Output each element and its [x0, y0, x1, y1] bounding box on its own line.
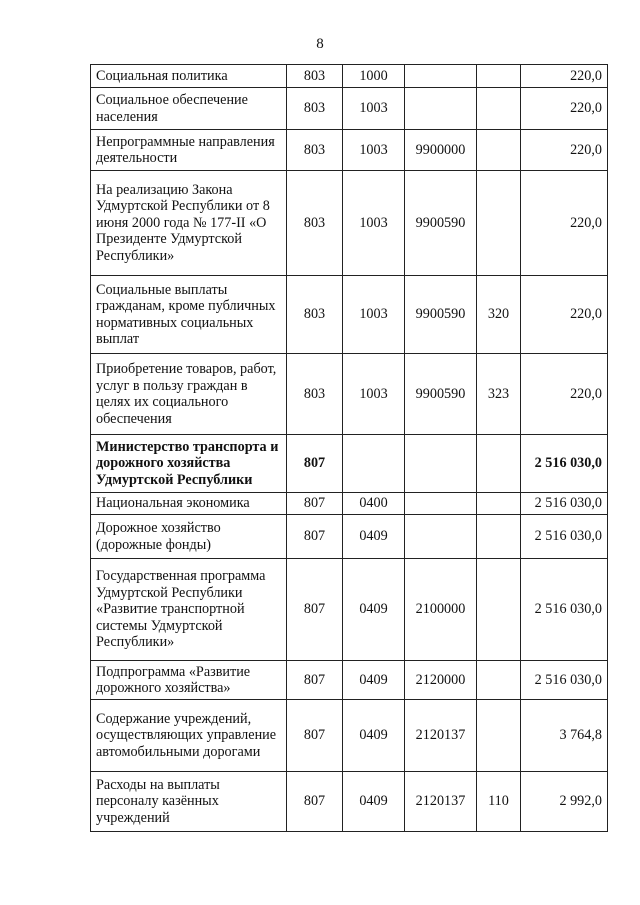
row-name: Национальная экономика — [91, 493, 287, 515]
table-row — [91, 130, 608, 171]
row-expense-type: 323 — [477, 354, 521, 435]
table-row — [91, 65, 608, 88]
row-article: 2120137 — [405, 700, 477, 772]
row-section: 1003 — [343, 130, 405, 171]
row-ministry: 807 — [287, 700, 343, 772]
table-row — [91, 700, 608, 772]
row-name: Расходы на выплаты персоналу казённых учреждений — [91, 772, 287, 832]
row-section: 0409 — [343, 559, 405, 661]
row-expense-type — [477, 700, 521, 772]
row-ministry: 803 — [287, 88, 343, 130]
row-section: 1003 — [343, 171, 405, 276]
row-ministry: 803 — [287, 130, 343, 171]
table-row — [91, 276, 608, 354]
row-amount: 220,0 — [521, 88, 608, 130]
row-name: Министерство транспорта и дорожного хозяйства Удмуртской Республики — [91, 435, 287, 493]
row-ministry: 803 — [287, 354, 343, 435]
row-expense-type — [477, 493, 521, 515]
row-amount: 220,0 — [521, 276, 608, 354]
row-article — [405, 65, 477, 88]
table-row — [91, 515, 608, 559]
row-expense-type — [477, 65, 521, 88]
row-ministry: 807 — [287, 493, 343, 515]
row-section: 0409 — [343, 661, 405, 700]
row-name: Приобретение товаров, работ, услуг в пользу граждан в целях их социального обеспечения — [91, 354, 287, 435]
row-expense-type — [477, 435, 521, 493]
row-amount: 220,0 — [521, 65, 608, 88]
table-row — [91, 435, 608, 493]
row-amount: 2 516 030,0 — [521, 559, 608, 661]
row-article — [405, 88, 477, 130]
table-row — [91, 493, 608, 515]
row-name: Государственная программа Удмуртской Республики «Развитие транспортной системы Удмуртской Республики» — [91, 559, 287, 661]
row-amount: 2 516 030,0 — [521, 493, 608, 515]
row-article — [405, 493, 477, 515]
row-name: Социальные выплаты гражданам, кроме публичных нормативных социальных выплат — [91, 276, 287, 354]
row-amount: 2 516 030,0 — [521, 435, 608, 493]
row-name: Дорожное хозяйство (дорожные фонды) — [91, 515, 287, 559]
table-row — [91, 354, 608, 435]
row-expense-type — [477, 130, 521, 171]
row-article — [405, 515, 477, 559]
row-article: 2120000 — [405, 661, 477, 700]
row-article: 9900590 — [405, 171, 477, 276]
row-ministry: 807 — [287, 435, 343, 493]
row-ministry: 807 — [287, 772, 343, 832]
row-amount: 2 516 030,0 — [521, 661, 608, 700]
row-expense-type — [477, 171, 521, 276]
row-section: 0400 — [343, 493, 405, 515]
row-name: На реализацию Закона Удмуртской Республики от 8 июня 2000 года № 177-II «О Президенте Удмуртской Республики» — [91, 171, 287, 276]
row-ministry: 803 — [287, 65, 343, 88]
row-expense-type: 110 — [477, 772, 521, 832]
row-section: 1003 — [343, 276, 405, 354]
table-row — [91, 661, 608, 700]
row-ministry: 803 — [287, 171, 343, 276]
row-section: 0409 — [343, 515, 405, 559]
row-amount: 2 516 030,0 — [521, 515, 608, 559]
row-section: 1000 — [343, 65, 405, 88]
row-expense-type: 320 — [477, 276, 521, 354]
row-name: Социальное обеспечение населения — [91, 88, 287, 130]
row-ministry: 807 — [287, 661, 343, 700]
row-expense-type — [477, 661, 521, 700]
table-row — [91, 88, 608, 130]
table-row — [91, 559, 608, 661]
row-expense-type — [477, 88, 521, 130]
row-name: Непрограммные направления деятельности — [91, 130, 287, 171]
row-ministry: 807 — [287, 559, 343, 661]
row-name: Социальная политика — [91, 65, 287, 88]
table-row — [91, 772, 608, 832]
row-article: 2100000 — [405, 559, 477, 661]
row-article: 9900590 — [405, 354, 477, 435]
row-article — [405, 435, 477, 493]
table-row — [91, 171, 608, 276]
row-section: 0409 — [343, 772, 405, 832]
row-expense-type — [477, 515, 521, 559]
row-section — [343, 435, 405, 493]
row-amount: 220,0 — [521, 171, 608, 276]
row-amount: 220,0 — [521, 130, 608, 171]
page-number: 8 — [316, 36, 324, 52]
row-section: 1003 — [343, 88, 405, 130]
row-article: 9900590 — [405, 276, 477, 354]
row-amount: 3 764,8 — [521, 700, 608, 772]
row-amount: 220,0 — [521, 354, 608, 435]
budget-table — [90, 64, 608, 832]
row-expense-type — [477, 559, 521, 661]
row-name: Подпрограмма «Развитие дорожного хозяйства» — [91, 661, 287, 700]
row-section: 1003 — [343, 354, 405, 435]
row-article: 9900000 — [405, 130, 477, 171]
row-ministry: 803 — [287, 276, 343, 354]
row-article: 2120137 — [405, 772, 477, 832]
row-section: 0409 — [343, 700, 405, 772]
row-name: Содержание учреждений, осуществляющих управление автомобильными дорогами — [91, 700, 287, 772]
row-ministry: 807 — [287, 515, 343, 559]
row-amount: 2 992,0 — [521, 772, 608, 832]
